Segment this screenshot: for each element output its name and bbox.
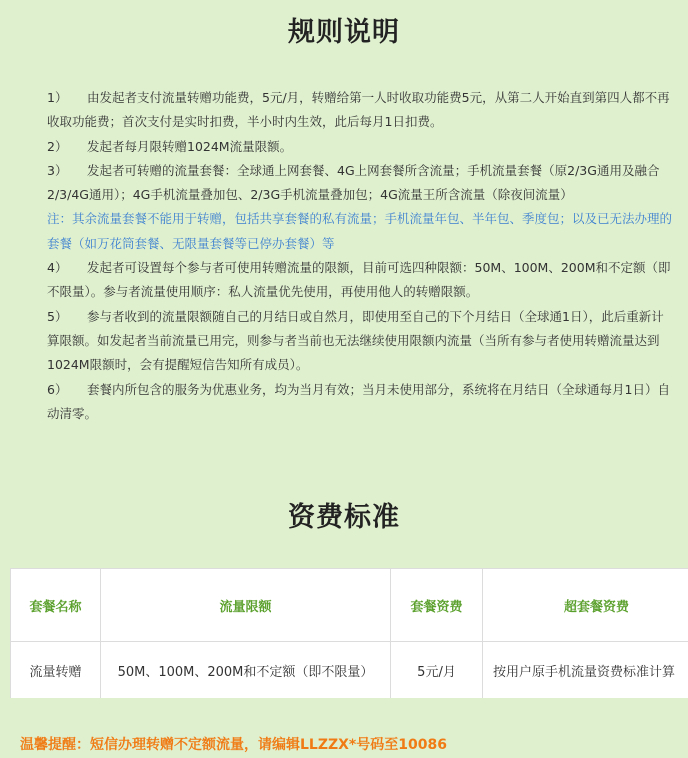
- rule-number: 4）: [47, 260, 68, 276]
- rule-number: 2）: [47, 138, 68, 154]
- rule-text: 发起者可设置每个参与者可使用转赠流量的限额，目前可选四种限额：50M、100M、200M和不定额（即不限量）。参与者流量使用顺序：私人流量优先使用，再使用他人的转赠限额。: [47, 260, 671, 300]
- rule-note: 注：其余流量套餐不能用于转赠，包括共享套餐的私有流量；手机流量年包、半年包、季度包；以及已无法办理的套餐（如万花筒套餐、无限量套餐等已停办套餐）等: [47, 211, 673, 251]
- header-overage-fee: 超套餐资费: [483, 569, 688, 642]
- rule-text: 参与者收到的流量限额随自己的月结日或自然月，即使用至自己的下个月结日（全球通1日），此后重新计算限额。如发起者当前流量已用完，则参与者当前也无法继续使用限额内流量（当所有参与者使用转赠流量达到1024M限额时，会有提醒短信告知所有成员）。: [47, 308, 664, 373]
- rule-item-6: [47, 378, 675, 427]
- rules-list: [47, 86, 675, 426]
- rule-item-5: [47, 305, 675, 378]
- rules-title: 规则说明: [288, 17, 400, 48]
- rule-number: 6）: [47, 381, 68, 397]
- rule-item-1: [47, 86, 675, 135]
- rule-text: 套餐内所包含的服务为优惠业务，均为当月有效；当月未使用部分，系统将在月结日（全球通每月1日）自动清零。: [47, 381, 670, 421]
- header-data-limit: 流量限额: [101, 569, 391, 642]
- warm-reminder: 温馨提醒：短信办理转赠不定额流量，请编辑LLZZX*号码至10086: [20, 737, 447, 753]
- table-row: [11, 642, 688, 699]
- cell-package-name: 流量转赠: [11, 642, 101, 699]
- rule-text: 发起者可转赠的流量套餐：全球通上网套餐、4G上网套餐所含流量；手机流量套餐（原2/3G通用及融合2/3/4G通用）；4G手机流量叠加包、2/3G手机流量叠加包；4G流量王所含流量（除夜间流量）: [47, 162, 660, 203]
- rule-item-3: [47, 159, 675, 208]
- rule-number: 3）: [47, 162, 68, 178]
- table-header-row: [11, 569, 688, 642]
- header-package-fee: 套餐资费: [391, 569, 483, 642]
- rule-number: 5）: [47, 308, 68, 324]
- cell-package-fee: 5元/月: [391, 642, 483, 699]
- header-package-name: 套餐名称: [11, 569, 101, 642]
- rule-text: 发起者每月限转赠1024M流量限额。: [87, 138, 293, 154]
- rule-item-4: [47, 256, 675, 305]
- rule-item-2: [47, 135, 675, 159]
- rule-text: 由发起者支付流量转赠功能费，5元/月，转赠给第一人时收取功能费5元，从第二人开始直到第四人都不再收取功能费；首次支付是实时扣费，半小时内生效，此后每月1日扣费。: [47, 90, 670, 130]
- fees-title: 资费标准: [288, 502, 400, 533]
- rule-number: 1）: [47, 90, 68, 105]
- fees-table: [10, 568, 688, 698]
- cell-overage-fee: 按用户原手机流量资费标准计算: [483, 642, 688, 699]
- cell-data-limit: 50M、100M、200M和不定额（即不限量）: [101, 642, 391, 699]
